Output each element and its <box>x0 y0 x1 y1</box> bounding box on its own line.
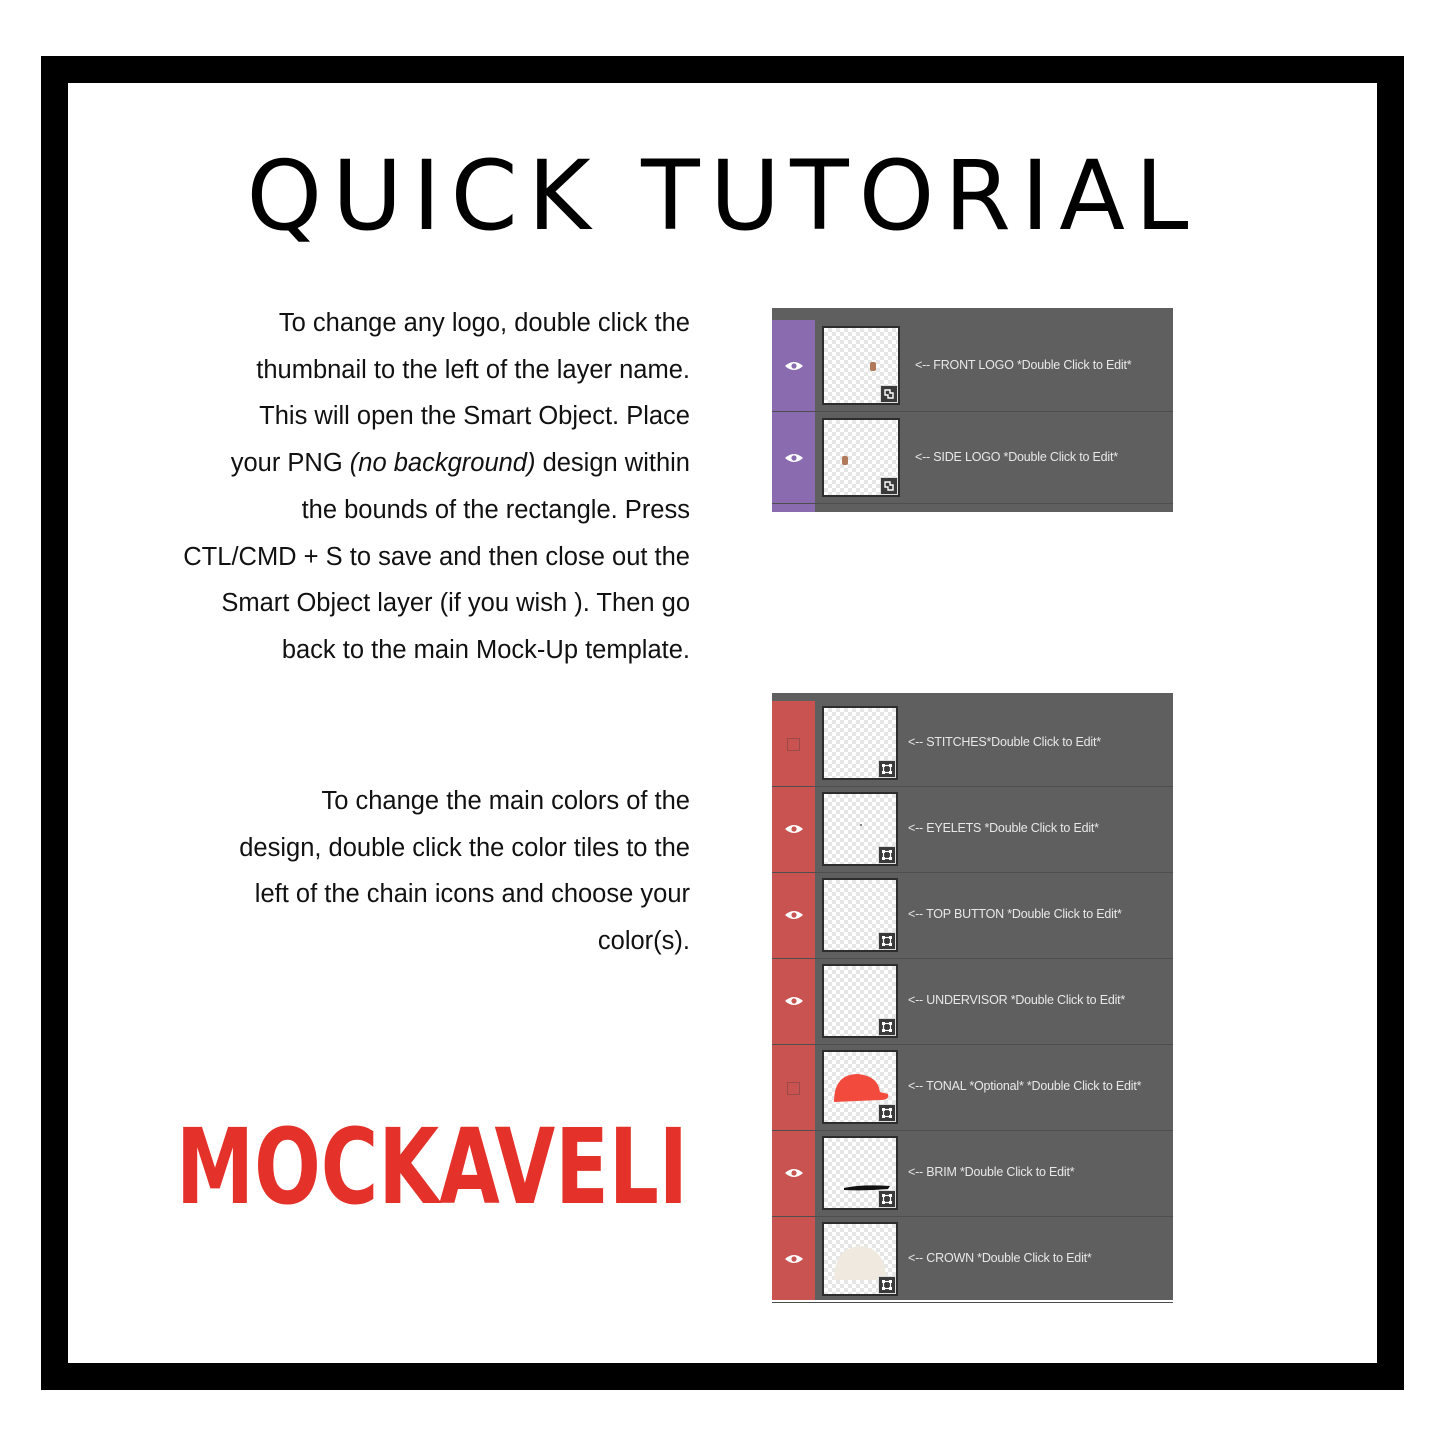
instruction-line: To change the main colors of the <box>321 787 690 815</box>
layer-row[interactable] <box>772 959 1173 1045</box>
layer-thumbnail[interactable] <box>822 1222 898 1296</box>
shape-layer-icon <box>878 932 896 950</box>
visibility-eye-icon[interactable] <box>783 823 805 835</box>
layer-name: <-- SIDE LOGO *Double Click to Edit* <box>915 450 1118 464</box>
layer-thumbnail[interactable] <box>822 418 900 497</box>
layer-name: <-- EYELETS *Double Click to Edit* <box>908 821 1099 835</box>
instruction-line: thumbnail to the left of the layer name. <box>256 355 690 384</box>
visibility-eye-icon[interactable] <box>783 360 805 372</box>
layer-thumbnail[interactable] <box>822 1136 898 1210</box>
layer-row[interactable] <box>772 701 1173 787</box>
layer-row[interactable] <box>772 1217 1173 1303</box>
instruction-line: design, double click the color tiles to the <box>239 833 690 862</box>
logo-preview-icon <box>842 456 848 465</box>
layer-row[interactable] <box>772 1131 1173 1217</box>
layer-row[interactable] <box>772 787 1173 873</box>
color-layers-panel <box>772 693 1173 1300</box>
italic-note: (no background) <box>349 449 536 478</box>
layer-name: <-- UNDERVISOR *Double Click to Edit* <box>908 993 1126 1007</box>
shape-layer-icon <box>878 846 896 864</box>
svg-text:MOCKAVELI: MOCKAVELI <box>176 1106 688 1228</box>
instruction-line: the bounds of the rectangle. Press <box>301 495 690 524</box>
mockaveli-logo <box>175 1105 690 1228</box>
shape-layer-icon <box>878 1190 896 1208</box>
layer-thumbnail[interactable] <box>822 792 898 866</box>
layer-name: <-- TOP BUTTON *Double Click to Edit* <box>908 907 1122 921</box>
instruction-line: your PNG (no background) design within <box>230 449 690 478</box>
instruction-line: CTL/CMD + S to save and then close out the <box>183 542 690 571</box>
visibility-toggle[interactable] <box>787 1082 800 1095</box>
shape-layer-icon <box>878 760 896 778</box>
page-title: QUICK TUTORIAL <box>246 140 1199 252</box>
shape-layer-icon <box>878 1018 896 1036</box>
layer-thumbnail[interactable] <box>822 706 898 780</box>
instruction-line: This will open the Smart Object. Place <box>259 402 690 431</box>
layer-name: <-- BRIM *Double Click to Edit* <box>908 1165 1075 1179</box>
layer-name: <-- TONAL *Optional* *Double Click to Edit* <box>908 1079 1142 1093</box>
visibility-eye-icon[interactable] <box>783 995 805 1007</box>
instruction-line: left of the chain icons and choose your <box>254 880 690 909</box>
shape-layer-icon <box>878 1104 896 1122</box>
instruction-line: color(s). <box>597 927 690 956</box>
layer-row[interactable] <box>772 873 1173 959</box>
smart-object-icon <box>880 385 898 403</box>
visibility-eye-icon[interactable] <box>783 1253 805 1265</box>
instruction-line: To change any logo, double click the <box>278 309 690 337</box>
visibility-eye-icon[interactable] <box>783 1167 805 1179</box>
logo-layers-panel <box>772 308 1173 512</box>
color-instructions <box>239 778 690 965</box>
logo-instructions <box>183 300 690 674</box>
layer-thumbnail[interactable] <box>822 878 898 952</box>
instruction-line: back to the main Mock-Up template. <box>281 635 690 664</box>
visibility-eye-icon[interactable] <box>783 452 805 464</box>
layer-name: <-- STITCHES*Double Click to Edit* <box>908 735 1101 749</box>
layer-thumbnail[interactable] <box>822 326 900 405</box>
logo-preview-icon <box>870 362 876 371</box>
layer-thumbnail[interactable] <box>822 964 898 1038</box>
smart-object-icon <box>880 477 898 495</box>
eyelet-preview-icon <box>860 824 862 826</box>
shape-layer-icon <box>878 1276 896 1294</box>
instruction-line: Smart Object layer (if you wish ). Then go <box>221 589 690 618</box>
layer-row[interactable] <box>772 412 1173 504</box>
layer-name: <-- CROWN *Double Click to Edit* <box>908 1251 1092 1265</box>
visibility-toggle[interactable] <box>787 738 800 751</box>
layer-name: <-- FRONT LOGO *Double Click to Edit* <box>915 358 1132 372</box>
layer-row[interactable] <box>772 320 1173 412</box>
layer-thumbnail[interactable] <box>822 1050 898 1124</box>
visibility-eye-icon[interactable] <box>783 909 805 921</box>
layer-row[interactable] <box>772 1045 1173 1131</box>
